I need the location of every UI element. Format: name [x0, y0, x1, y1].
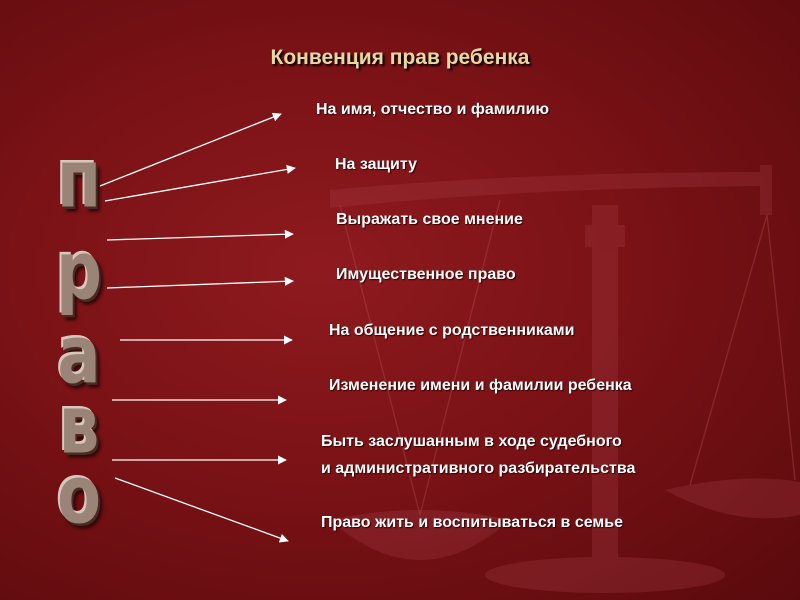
arrow	[107, 234, 293, 240]
page-title: Конвенция прав ребенка	[270, 46, 530, 69]
vertical-letter: а	[57, 309, 101, 403]
right-item: Изменение имени и фамилии ребенка	[329, 377, 632, 394]
right-item: Право жить и воспитываться в семье	[321, 514, 623, 531]
arrow	[115, 478, 288, 541]
vertical-letter: п	[56, 133, 102, 227]
right-item: На защиту	[335, 156, 418, 173]
right-item: Имущественное право	[336, 266, 516, 283]
vertical-letter: о	[57, 449, 101, 543]
vertical-letter: в	[58, 379, 100, 473]
right-item: Выражать свое мнение	[336, 211, 523, 228]
arrow	[107, 281, 293, 288]
right-item: На общение с родственниками	[329, 322, 575, 339]
right-item-line: и административного разбирательства	[321, 460, 636, 477]
right-item: На имя, отчество и фамилию	[316, 101, 550, 118]
vertical-letter: р	[56, 225, 102, 319]
right-item-line: Быть заслушанным в ходе судебного	[321, 433, 622, 450]
right-item-multiline	[321, 428, 635, 482]
